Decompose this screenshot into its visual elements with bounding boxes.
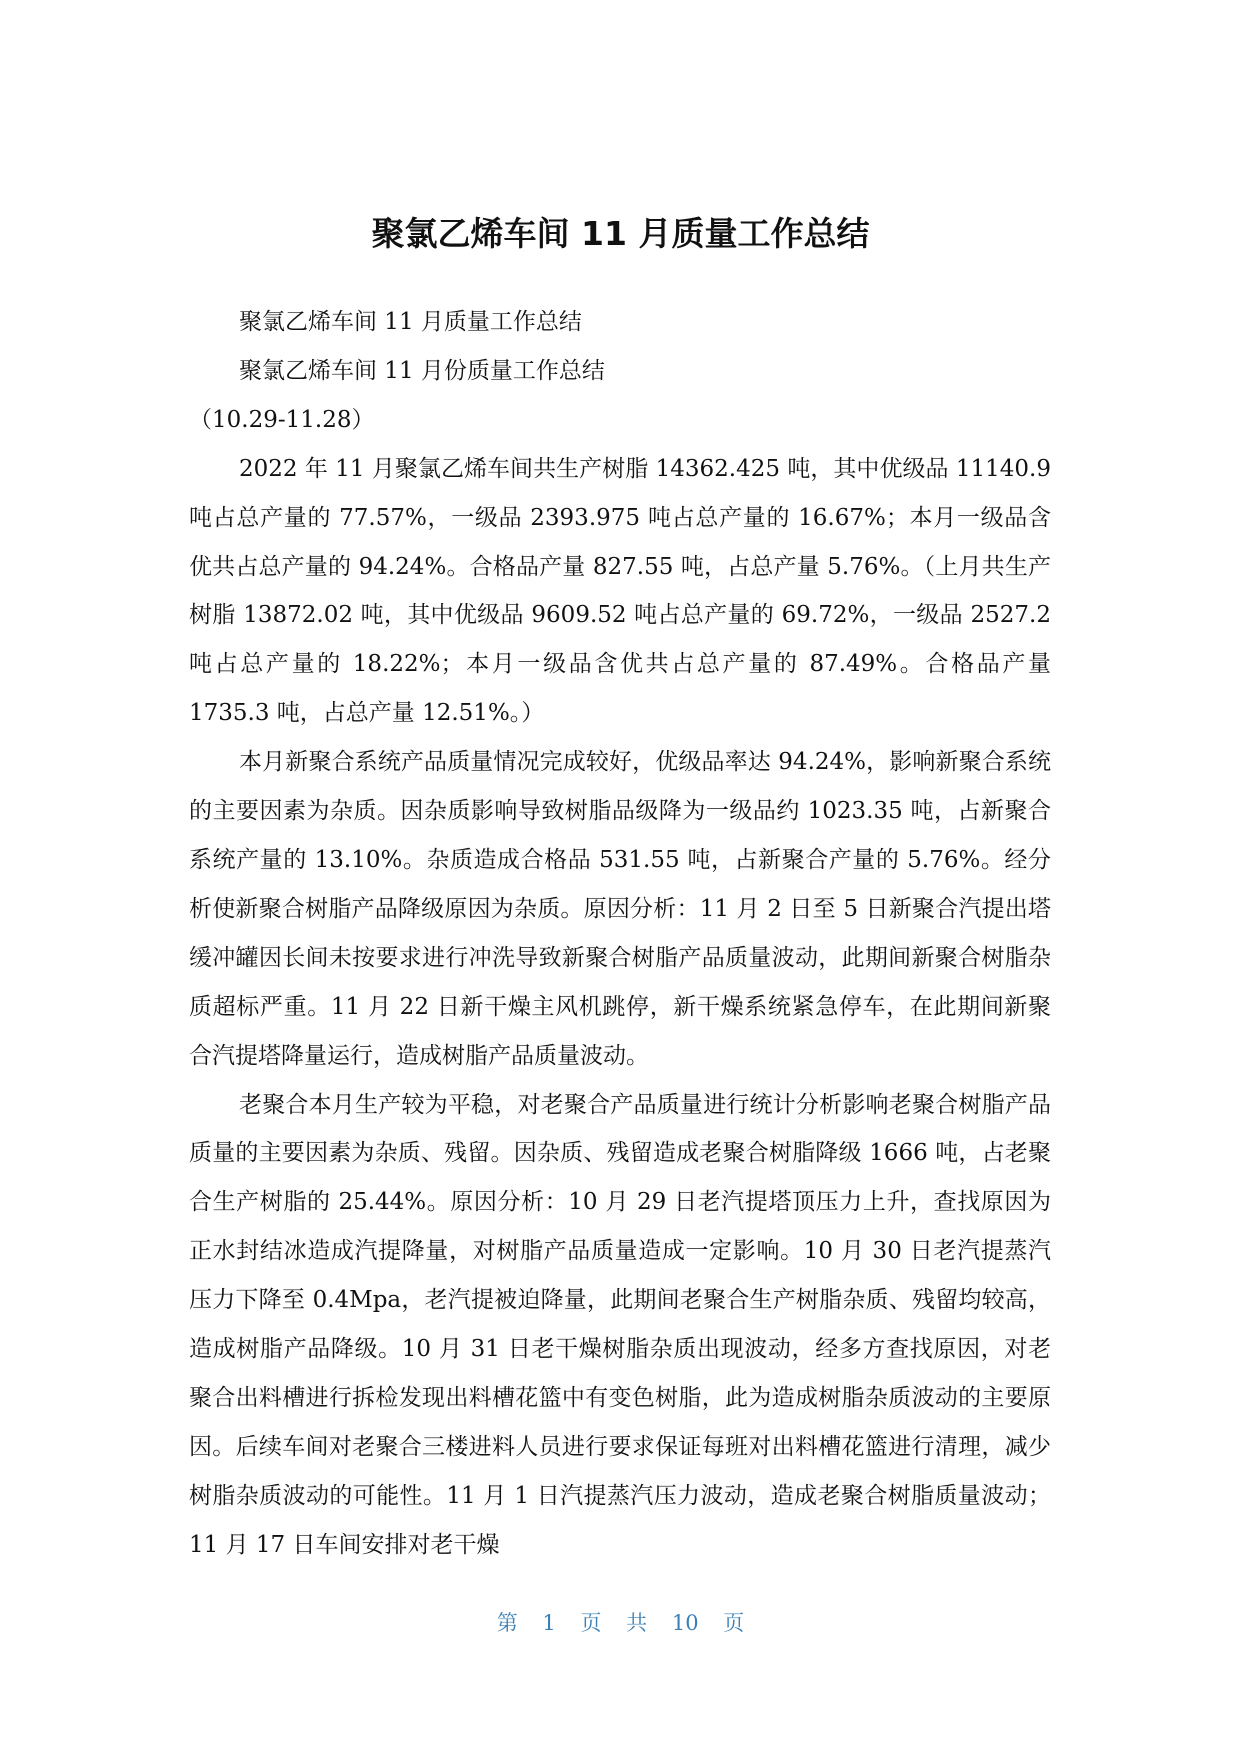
paragraph-production-summary: 2022 年 11 月聚氯乙烯车间共生产树脂 14362.425 吨，其中优级品 11140.9 吨占总产量的 77.57%，一级品 2393.975 吨占总产量的 16.67%；本月一级品含优共占总产量的 94.24%。合格品产量 827.55 吨，占总产量 5.76%。（上月共生产树脂 13872.02 吨，其中优级品 9609.52 吨占总产量的 69.72%，一级品 2527.2 吨占总产量的 18.22%；本月一级品含优共占总产量的 87.49%。合格品产量 1735.3 吨，占总产量 12.51%。） (189, 455, 1051, 727)
footer-label-pages: 页 (723, 1611, 745, 1635)
document-title: 聚氯乙烯车间 11 月质量工作总结 (371, 214, 870, 254)
paragraph-subtitle: 聚氯乙烯车间 11 月质量工作总结 (239, 309, 582, 335)
paragraph-new-polymerization: 本月新聚合系统产品质量情况完成较好，优级品率达 94.24%，影响新聚合系统的主要因素为杂质。因杂质影响导致树脂品级降为一级品约 1023.35 吨，占新聚合系统产量的 13.10%。杂质造成合格品 531.55 吨，占新聚合产量的 5.76%。经分析使新聚合树脂产品降级原因为杂质。原因分析：11 月 2 日至 5 日新聚合汽提出塔缓冲罐因长间未按要求进行冲洗导致新聚合树脂产品质量波动，此期间新聚合树脂杂质超标严重。11 月 22 日新干燥主风机跳停，新干燥系统紧急停车，在此期间新聚合汽提塔降量运行，造成树脂产品质量波动。 (189, 749, 1051, 1069)
paragraph-subtitle-monthly: 聚氯乙烯车间 11 月份质量工作总结 (239, 357, 605, 384)
document-body (189, 298, 1051, 1570)
footer-label-total: 共 (626, 1611, 648, 1635)
paragraph-date-range: （10.29-11.28） (189, 406, 375, 433)
footer-label-page-of: 页 (580, 1611, 602, 1635)
footer-current-page: 1 (542, 1611, 556, 1635)
footer-label-page: 第 (496, 1611, 518, 1635)
paragraph-old-polymerization: 老聚合本月生产较为平稳，对老聚合产品质量进行统计分析影响老聚合树脂产品质量的主要因素为杂质、残留。因杂质、残留造成老聚合树脂降级 1666 吨，占老聚合生产树脂的 25.44%。原因分析：10 月 29 日老汽提塔顶压力上升，查找原因为正水封结冰造成汽提降量，对树脂产品质量造成一定影响。10 月 30 日老汽提蒸汽压力下降至 0.4Mpa，老汽提被迫降量，此期间老聚合生产树脂杂质、残留均较高，造成树脂产品降级。10 月 31 日老干燥树脂杂质出现波动，经多方查找原因，对老聚合出料槽进行拆检发现出料槽花篮中有变色树脂，此为造成树脂杂质波动的主要原因。后续车间对老聚合三楼进料人员进行要求保证每班对出料槽花篮进行清理，减少树脂杂质波动的可能性。11 月 1 日汽提蒸汽压力波动，造成老聚合树脂质量波动；11 月 17 日车间安排对老干燥 (189, 1091, 1051, 1558)
page-footer (0, 1607, 1241, 1637)
footer-total-pages: 10 (671, 1611, 699, 1635)
